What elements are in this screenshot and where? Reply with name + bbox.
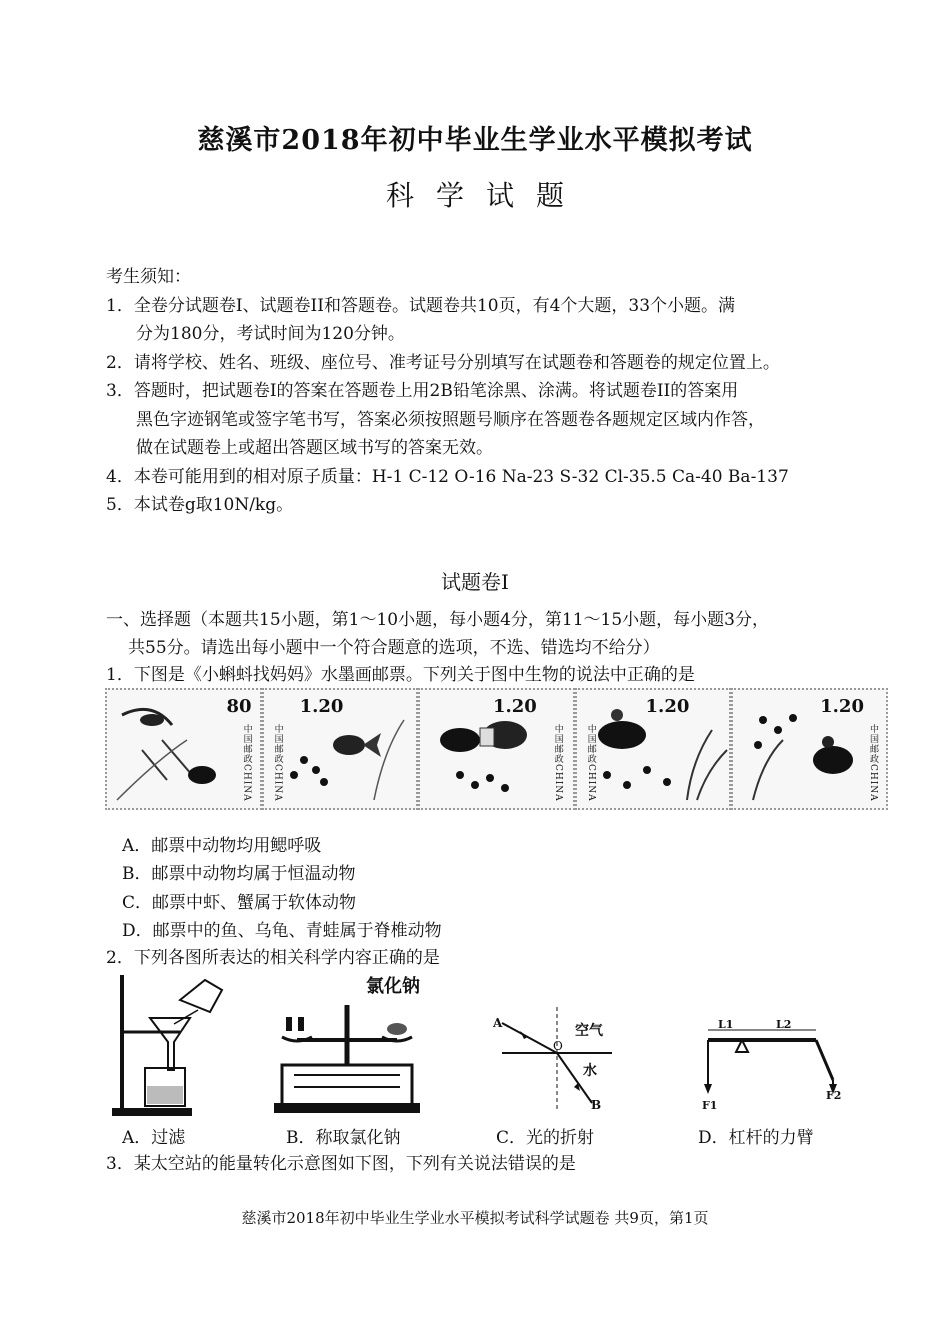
page-title: 慈溪市2018年初中毕业生学业水平模拟考试: [197, 125, 753, 156]
stamp-1-value: 80: [226, 696, 252, 717]
stamp-3: [418, 688, 575, 810]
refraction-label-air: 空气: [575, 1023, 603, 1039]
q3-stem: 3．某太空站的能量转化示意图如下图，下列有关说法错误的是: [106, 1154, 576, 1174]
notice-heading: 考生须知：: [106, 267, 191, 287]
stamp-3-country: 中国邮政CHINA: [552, 724, 563, 802]
notice-item-3-cont2: 做在试题卷上或超出答题区域书写的答案无效。: [136, 438, 493, 458]
notice-item-1-cont: 分为180分，考试时间为120分钟。: [136, 324, 405, 344]
refraction-label-a: A: [493, 1016, 503, 1030]
stamp-strip: [105, 688, 888, 810]
q1-option-d[interactable]: D．邮票中的鱼、乌龟、青蛙属于脊椎动物: [122, 921, 442, 941]
refraction-label-o: O: [553, 1039, 563, 1053]
stamp-1: [105, 688, 262, 810]
stamp-4-value: 1.20: [645, 696, 690, 717]
stamp-5: [731, 688, 888, 810]
q2-option-d[interactable]: D．杠杆的力臂: [698, 1128, 814, 1148]
page-footer: 慈溪市2018年初中毕业生学业水平模拟考试科学试题卷 共9页，第1页: [241, 1209, 709, 1227]
stamp-1-country: 中国邮政CHINA: [241, 724, 252, 802]
page-subtitle: 科学试题: [385, 179, 586, 212]
lever-label-l1: L1: [718, 1018, 734, 1031]
q1-option-c[interactable]: C．邮票中虾、蟹属于软体动物: [122, 893, 357, 913]
filtration-figure: [110, 970, 230, 1120]
stamp-4-country: 中国邮政CHINA: [585, 724, 596, 802]
notice-item-3-cont: 黑色字迹钢笔或签字笔书写，答案必须按照题号顺序在答题卷各题规定区域内作答，: [136, 410, 765, 430]
q1-option-b[interactable]: B．邮票中动物均属于恒温动物: [122, 864, 356, 884]
notice-item-1: 1．全卷分试题卷I、试题卷II和答题卷。试题卷共10页，有4个大题，33个小题。满: [106, 296, 736, 316]
balance-label: 氯化钠: [366, 976, 420, 997]
section-title: 试题卷I: [441, 570, 509, 594]
notice-item-3: 3．答题时，把试题卷I的答案在答题卷上用2B铅笔涂黑、涂满。将试题卷II的答案用: [106, 381, 739, 401]
notice-item-5: 5．本试卷g取10N/kg。: [106, 495, 294, 515]
section-intro: 一、选择题（本题共15小题，第1～10小题，每小题4分，第11～15小题，每小题3分，: [106, 610, 769, 630]
stamp-4: [575, 688, 732, 810]
stamp-5-country: 中国邮政CHINA: [867, 724, 878, 802]
q2-option-b[interactable]: B．称取氯化钠: [286, 1128, 401, 1148]
q2-stem: 2．下列各图所表达的相关科学内容正确的是: [106, 948, 440, 968]
lever-label-f2: F2: [826, 1089, 842, 1102]
frog-tadpole-icon: [733, 690, 888, 810]
stamp-2-country: 中国邮政CHINA: [272, 724, 283, 802]
stamp-2: [262, 688, 419, 810]
refraction-label-b: B: [591, 1098, 602, 1112]
lever-label-f1: F1: [702, 1099, 718, 1112]
stamp-2-value: 1.20: [299, 696, 344, 717]
q2-option-c[interactable]: C．光的折射: [496, 1128, 595, 1148]
lever-label-l2: L2: [776, 1018, 792, 1031]
section-intro-cont: 共55分。请选出每小题中一个符合题意的选项，不选、错选均不给分）: [128, 638, 660, 658]
stamp-5-value: 1.20: [820, 696, 864, 717]
stamp-3-value: 1.20: [492, 696, 537, 717]
notice-item-2: 2．请将学校、姓名、班级、座位号、准考证号分别填写在试题卷和答题卷的规定位置上。: [106, 353, 780, 373]
q1-stem: 1．下图是《小蝌蚪找妈妈》水墨画邮票。下列关于图中生物的说法中正确的是: [106, 665, 695, 685]
refraction-label-water: 水: [583, 1063, 597, 1079]
notice-item-4: 4．本卷可能用到的相对原子质量：H-1 C-12 O-16 Na-23 S-32 Cl-35.5 Ca-40 Ba-137: [106, 467, 789, 487]
q1-option-a[interactable]: A．邮票中动物均用鳃呼吸: [122, 836, 322, 856]
q2-option-a[interactable]: A．过滤: [122, 1128, 186, 1148]
